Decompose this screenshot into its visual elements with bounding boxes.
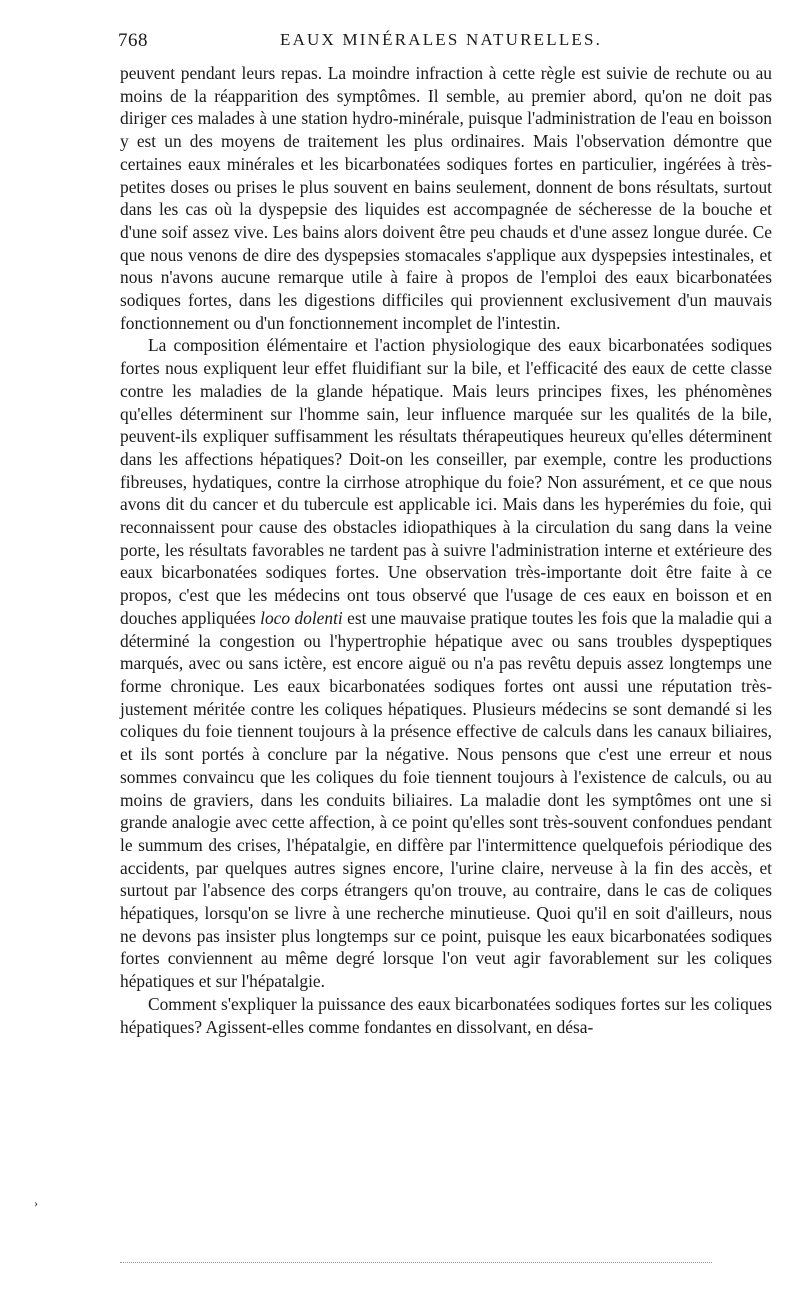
paragraph-2-part-2: est une mauvaise pratique toutes les fois que la maladie qui a déterminé la congestion ou l'hypertrophie hépatique avec ou sans troubles dyspeptiques marqués, avec ou sans ictère, est encore aiguë ou n'a pas revêtu depuis assez longtemps une forme chronique. Les eaux bicarbonatées sodiques fortes ont aussi une réputation très-justement méritée contre les coliques hépatiques. Plusieurs médecins se sont demandé si les coliques du foie tiennent toujours à la présence effective de calculs dans les canaux biliaires, et ils sont portés à conclure par la négative. Nous pensons que c'est une erreur et nous sommes convaincu que les coliques du foie tiennent toujours à l'existence de calculs, ou au moins de graviers, dans les conduits biliaires. La maladie dont les symptômes ont une si grande analogie avec cette affection, à ce point qu'elles sont très-souvent confondues pendant le summum des crises, l'hépatalgie, en diffère par l'intermittence quelquefois périodique des accidents, par quelques autres signes encore, l'urine claire, nerveuse à la fin des accès, et surtout par l'absence des corps étrangers qu'on trouve, au contraire, dans le cas de coliques hépatiques, lorsqu'on se livre à une recherche minutieuse. Quoi qu'il en soit d'ailleurs, nous ne devons pas insister plus longtemps sur ce point, puisque les eaux bicarbonatées sodiques fortes conviennent au même degré lorsque l'on veut agir favorablement sur les coliques hépatiques et sur l'hépatalgie. (120, 607, 772, 992)
italic-latin-phrase: loco dolenti (260, 607, 343, 628)
running-title: EAUX MINÉRALES NATURELLES. (280, 30, 603, 49)
paragraph-2-part-1: La composition élémentaire et l'action physiologique des eaux bicarbonatées sodiques fortes nous expliquent leur effet fluidifiant sur la bile, et l'efficacité des eaux de cette classe contre les maladies de la glande hépatique. Mais leurs principes fixes, les phénomènes qu'elles déterminent sur l'homme sain, leur influence marquée sur les qualités de la bile, peuvent-ils expliquer suffisamment les résultats thérapeutiques heureux qu'elles déterminent dans les affections hépatiques? Doit-on les conseiller, par exemple, contre les productions fibreuses, hydatiques, contre la cirrhose atrophique du foie? Non assurément, et ce que nous avons dit du cancer et du tubercule est applicable ici. Mais dans les hyperémies du foie, qui reconnaissent pour cause des obstacles idiopathiques à la circulation du sang dans la veine porte, les résultats favorables ne tardent pas à suivre l'administration interne et extérieure des eaux bicarbonatées sodiques fortes. Une observation très-importante doit être faite à ce propos, c'est que les médecins ont tous observé que l'usage de ces eaux en boisson et en douches appliquées (120, 335, 772, 628)
page-number: 768 (118, 30, 148, 51)
paragraph-1: peuvent pendant leurs repas. La moindre infraction à cette règle est suivie de rechute ou au moins de la réapparition des symptômes. Il semble, au premier abord, qu'on ne doit pas diriger ces malades à une station hydro-minérale, puisque l'administration de l'eau en boisson y est un des moyens de traitement les plus ordinaires. Mais l'observation démontre que certaines eaux minérales et les bicarbonatées sodiques fortes en particulier, ingérées à très-petites doses ou prises le plus souvent en bains seulement, donnent de bons résultats, surtout dans les cas où la dyspepsie des liquides est accompagnée de sécheresse de la bouche et d'une soif assez vive. Les bains alors doivent être peu chauds et d'une assez longue durée. Ce que nous venons de dire des dyspepsies stomacales s'applique aux dyspepsies intestinales, et nous n'avons aucune remarque utile à faire à propos de l'emploi des eaux bicarbonatées sodiques fortes, dans les digestions difficiles qui proviennent exclusivement d'un mauvais fonctionnement ou d'un fonctionnement incomplet de l'intestin. (120, 63, 772, 333)
body-text (120, 62, 772, 1038)
paragraph-3: Comment s'expliquer la puissance des eaux bicarbonatées sodiques fortes sur les coliques hépatiques? Agissent-elles comme fondantes en dissolvant, en désa- (120, 993, 772, 1037)
margin-mark: › (34, 1196, 38, 1210)
running-head (118, 30, 778, 56)
paragraph-2 (120, 334, 772, 992)
footer-dotted-rule (120, 1262, 712, 1263)
